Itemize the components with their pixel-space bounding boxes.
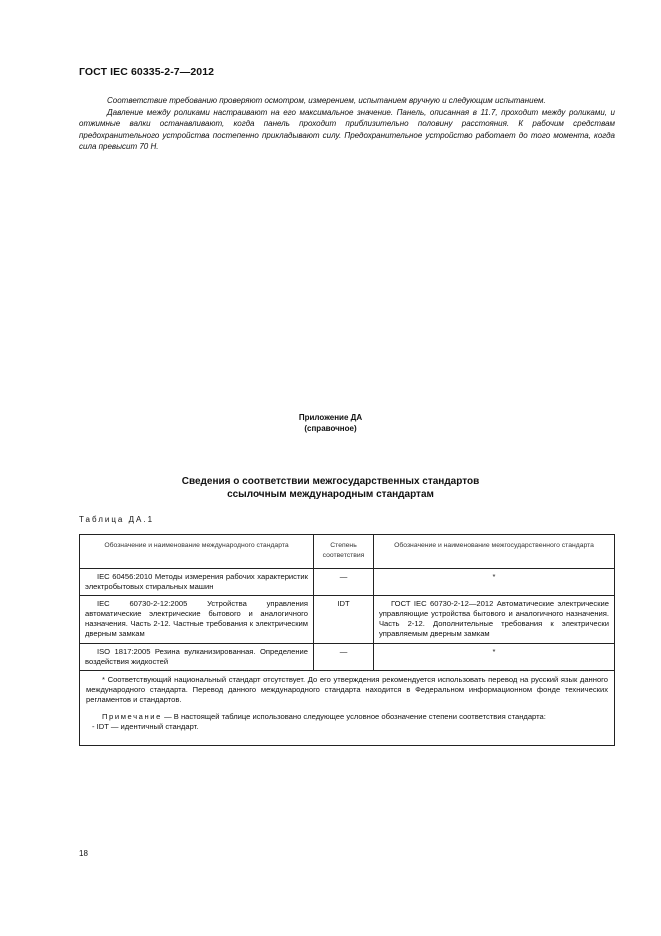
cell-international: IEC 60730-2-12:2005 Устройства управления автоматические электрические бытового и аналогичного назначения. Часть 2-12. Частные требования к электрическим дверным замкам bbox=[80, 596, 314, 643]
footnote-text: * Соответствующий национальный стандарт отсутствует. До его утверждения рекомендуется использовать перевод на русский язык данного международного стандарта. Перевод данного международного стандарта находится в Федеральном информационном фонде технических регламентов и стандартов. bbox=[86, 674, 608, 704]
table-row bbox=[80, 596, 615, 643]
cell-international: IEC 60456:2010 Методы измерения рабочих характеристик электробытовых стиральных машин bbox=[80, 569, 314, 596]
table-row bbox=[80, 643, 615, 670]
table-header-row bbox=[80, 535, 615, 569]
table-footnote-row bbox=[80, 670, 615, 745]
cell-degree: IDT bbox=[314, 596, 374, 643]
annex-title: Приложение ДА bbox=[298, 413, 363, 422]
cell-degree: — bbox=[314, 569, 374, 596]
document-title-line-2: ссылочным международным стандартам bbox=[227, 489, 434, 500]
document-title-line-1: Сведения о соответствии межгосударственных стандартов bbox=[181, 476, 480, 487]
annex-heading bbox=[0, 412, 661, 434]
header-interstate: Обозначение и наименование межгосударственного стандарта bbox=[374, 535, 615, 569]
note-text bbox=[86, 712, 608, 722]
intro-paragraph-2: Давление между роликами настраивают на его максимальное значение. Панель, описанная в 11.7, проходит между роликами, и отжимные валки останавливают, когда панель проходит приблизительно половину расстояния. К рабочим средствам предохранительного устройства постепенно прикладывают силу. Предохранительное устройство работает до того момента, когда сила превысит 70 Н. bbox=[79, 107, 615, 152]
intro-text bbox=[79, 95, 615, 153]
table-row bbox=[80, 569, 615, 596]
document-title bbox=[0, 475, 661, 501]
annex-subtitle: (справочное) bbox=[304, 424, 357, 433]
cell-degree: — bbox=[314, 643, 374, 670]
note-list-item: - IDT — идентичный стандарт. bbox=[92, 722, 199, 732]
cell-international: ISO 1817:2005 Резина вулканизированная. Определение воздействия жидкостей bbox=[80, 643, 314, 670]
intro-paragraph-1: Соответствие требованию проверяют осмотром, измерением, испытанием вручную и следующим испытанием. bbox=[107, 96, 546, 105]
table-caption: Таблица ДА.1 bbox=[79, 515, 155, 524]
header-international: Обозначение и наименование международного стандарта bbox=[80, 535, 314, 569]
page-number: 18 bbox=[79, 849, 88, 858]
header-degree: Степень соответствия bbox=[314, 535, 374, 569]
cell-interstate: * bbox=[374, 569, 615, 596]
cell-interstate: * bbox=[374, 643, 615, 670]
note-body: — В настоящей таблице использовано следующее условное обозначение степени соответствия стандарта: bbox=[161, 712, 546, 722]
cell-interstate: ГОСТ IEC 60730-2-12—2012 Автоматические электрические управляющие устройства бытового и аналогичного назначения. Часть 2-12. Дополнительные требования к электрически управляемым дверным замкам bbox=[374, 596, 615, 643]
note-label: Примечание bbox=[102, 712, 162, 722]
standards-table bbox=[79, 534, 615, 746]
footnote-cell bbox=[80, 670, 615, 745]
document-header: ГОСТ IEC 60335-2-7—2012 bbox=[79, 66, 215, 78]
